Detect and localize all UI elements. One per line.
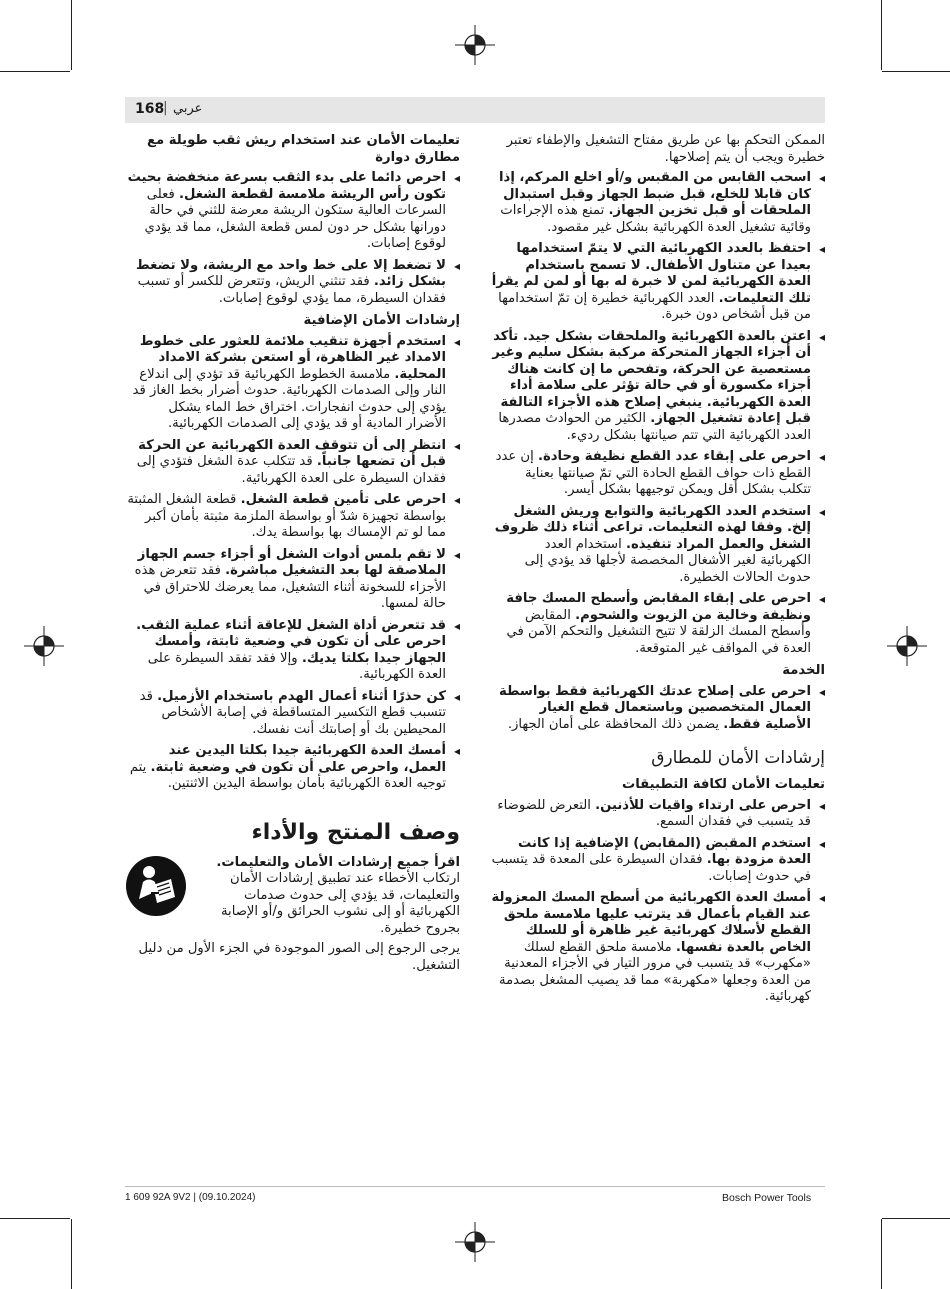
item-body-text: ملامسة ملحق القطع لسلك «مكهرب» قد يتسبب في مرور التيار في الأجزاء المعدنية من العدة وجعلها «مكهربة» مما قد يصيب المشغل بصدمة كهربائية. bbox=[499, 939, 811, 1004]
item-body-text: فقد تتعرض هذه الأجزاء للسخونة أثناء التشغيل، مما يعرضك للاحتراق في حالة لمسها. bbox=[134, 563, 446, 611]
crop-mark bbox=[71, 1219, 72, 1289]
document-id: 1 609 92A 9V2 | (09.10.2024) bbox=[125, 1192, 256, 1203]
header-separator: | bbox=[163, 100, 168, 116]
item-bold-text: اعتن بالعدة الكهربائية والملحقات بشكل جيد. تأكد أن أجزاء الجهاز المتحركة مركبة بشكل سليم وغير مستعصية عن الحركة، وتفحص ما إن كانت هناك أجزاء مكسورة أو في حالة تؤثر على سلامة أداء العدة الكهربائية. ينبغي إصلاح هذه الأجزاء التالفة قبل إعادة تشغيل الجهاز. bbox=[492, 328, 811, 426]
item-bold-text: قد تتعرض أداة الشغل للإعاقة أثناء عملية الثقب. احرص على أن تكون في وضعية ثابتة، وأمسك الجهاز جيدا بكلتا يديك. bbox=[136, 617, 446, 666]
crop-mark bbox=[0, 1218, 70, 1219]
list-item bbox=[125, 334, 460, 433]
item-bold-text: احرص على تأمين قطعة الشغل. bbox=[240, 492, 446, 507]
list-item bbox=[125, 170, 460, 253]
item-bold-text: لا تضغط إلا على خط واحد مع الريشة، ولا تضغط بشكل زائد. bbox=[136, 257, 446, 289]
item-bold-text: احتفظ بالعدد الكهربائية التي لا يتمّ استخدامها بعيدا عن متناول الأطفال. لا تسمح باستخدام العدة الكهربائية لمن لا خبرة له بها أو لمن لم يقرأ تلك التعليمات. bbox=[491, 241, 811, 306]
list-item bbox=[125, 547, 460, 613]
crop-mark bbox=[0, 71, 70, 72]
additional-safety-heading: إرشادات الأمان الإضافية bbox=[303, 313, 460, 328]
list-item bbox=[490, 591, 825, 657]
item-body-text: وإلا فقد تفقد السيطرة على العدة الكهربائية. bbox=[147, 650, 446, 682]
list-item bbox=[490, 836, 825, 886]
item-body-text: فعلى السرعات العالية ستكون الريشة معرضة للثني في حالة دورانها بشكل حر دون لمس قطعة الشغل، مما قد يؤدي لوقوع إصابات. bbox=[144, 186, 446, 251]
registration-mark-icon bbox=[887, 626, 927, 666]
item-body-text: الكثير من الحوادث مصدرها العدد الكهربائية التي تتم صيانتها بشكل رديء. bbox=[498, 411, 811, 443]
list-item bbox=[490, 241, 825, 324]
service-heading: الخدمة bbox=[782, 663, 825, 678]
brand-name: Bosch Power Tools bbox=[722, 1192, 812, 1204]
read-notice-text bbox=[197, 855, 460, 938]
item-body-text: ملامسة الخطوط الكهربائية قد تؤدي إلى اندلاع النار وإلى الصدمات الكهربائية. حدوث أضرار بخط الغاز قد يؤدي إلى حدوث انفجارات. اختراق خط الماء يشكل الأضرار المادية أو قد يؤدي إلى الصدمات الكهربائية. bbox=[132, 366, 446, 431]
all-applications-list bbox=[490, 798, 825, 1006]
read-notice-body: ارتكاب الأخطاء عند تطبيق إرشادات الأمان والتعليمات، قد يؤدي إلى حدوث صدمات الكهربائية أو إلى نشوب الحرائق و/أو الإصابة بجروح خطيرة. bbox=[220, 871, 460, 936]
item-bold-text: استخدم المقبض (المقابض) الإضافية إذا كانت العدة مزودة بها. bbox=[518, 835, 811, 867]
item-bold-text: انتظر إلى أن تتوقف العدة الكهربائية عن الحركة قبل أن تضعها جانباً. bbox=[138, 437, 446, 469]
all-applications-heading: تعليمات الأمان لكافة التطبيقات bbox=[621, 777, 825, 792]
item-bold-text: كن حذرًا أثناء أعمال الهدم باستخدام الأزميل. bbox=[157, 688, 446, 704]
right-column bbox=[490, 133, 825, 1011]
list-item bbox=[490, 504, 825, 587]
crop-mark bbox=[882, 1218, 950, 1219]
item-body-text: يتم توجيه العدة الكهربائية بأمان بواسطة اليدين الاثنتين. bbox=[129, 759, 446, 791]
list-item bbox=[125, 743, 460, 793]
figure-reference: يرجى الرجوع إلى الصور الموجودة في الجزء الأول من دليل التشغيل. bbox=[138, 941, 460, 973]
item-bold-text: احرص على إبقاء المقابض وأسطح المسك جافة ونظيفة وخالية من الزيوت والشحوم. bbox=[506, 591, 811, 623]
crop-mark bbox=[71, 0, 72, 70]
item-body-text: استخدام العدد الكهربائية لغير الأشغال المخصصة لأجلها قد يؤدي إلى حدوث الحالات الخطيرة. bbox=[524, 536, 811, 585]
item-body-text: العدد الكهربائية خطيرة إن تمّ استخدامها من قبل أشخاص دون خبرة. bbox=[498, 290, 811, 322]
item-bold-text: استخدم العدد الكهربائية والتوابع وريش الشغل إلخ. وفقا لهذه التعليمات. تراعى أثناء ذلك ظروف الشغل والعمل المراد تنفيذه. bbox=[494, 503, 811, 552]
list-item bbox=[490, 329, 825, 445]
read-notice-bold: اقرأ جميع إرشادات الأمان والتعليمات. bbox=[216, 854, 460, 870]
item-bold-text: احرص على ارتداء واقيات للأذنين. bbox=[595, 797, 811, 813]
list-item bbox=[125, 438, 460, 488]
list-item bbox=[125, 492, 460, 542]
item-bold-text: لا تقم بلمس أدوات الشغل أو أجزاء جسم الجهاز الملاصقة لها بعد التشغيل مباشرة. bbox=[137, 546, 446, 578]
item-bold-text: أمسك العدة الكهربائية جيدا بكلتا اليدين عند العمل، واحرص على أن تكون في وضعية ثابتة. bbox=[150, 743, 446, 775]
item-body-text: قطعة الشغل المثبتة بواسطة تجهيزة شدّ أو بواسطة الملزمة مثبتة بأمان أكبر مما لو تم الإمساك بها بواسطة يدك. bbox=[127, 492, 446, 540]
item-body-text: فقدان السيطرة على المعدة قد يتسبب في حدوث إصابات. bbox=[491, 852, 811, 884]
registration-mark-icon bbox=[455, 25, 495, 65]
item-bold-text: أمسك العدة الكهربائية من أسطح المسك المعزولة عند القيام بأعمال قد يترتب عليها ملامسة ملحق القطع لأسلاك كهربائية غير ظاهرة أو للسلك الخاص بالعدة نفسها. bbox=[491, 890, 811, 955]
item-body-text: التعرض للضوضاء قد يتسبب في فقدان السمع. bbox=[497, 797, 811, 829]
page-header bbox=[125, 97, 825, 123]
list-item bbox=[490, 684, 825, 734]
registration-mark-icon bbox=[24, 626, 64, 666]
crop-mark bbox=[881, 1219, 882, 1289]
item-body-text: يضمن ذلك المحافظة على أمان الجهاز. bbox=[507, 716, 724, 732]
crop-mark bbox=[881, 0, 882, 70]
list-item bbox=[125, 258, 460, 308]
list-item bbox=[490, 798, 825, 831]
registration-mark-icon bbox=[455, 1222, 495, 1262]
long-bits-list bbox=[125, 170, 460, 307]
item-body-text: قد تتكلب عدة الشغل فتؤدي إلى فقدان السيطرة على العدة الكهربائية. bbox=[136, 454, 446, 486]
left-column bbox=[125, 133, 460, 978]
item-body-text: المقابض وأسطح المسك الزلقة لا تتيح التشغيل والتحكم الآمن في العدة في المواقف غير المتوقعة. bbox=[506, 607, 811, 656]
service-list bbox=[490, 684, 825, 734]
footer-divider bbox=[125, 1186, 825, 1187]
hammer-safety-title: إرشادات الأمان للمطارق bbox=[651, 748, 825, 768]
item-body-text: تمنع هذه الإجراءات وقائية تشغيل العدة الكهربائية بشكل غير مقصود. bbox=[500, 203, 811, 235]
item-bold-text: اسحب القابس من المقبس و/أو اخلع المركم، إذا كان قابلا للخلع، قبل ضبط الجهاز وقبل استبدال الملحقات أو قبل تخزين الجهاز. bbox=[499, 170, 811, 218]
product-description-title: وصف المنتج والأداء bbox=[251, 819, 460, 845]
item-bold-text: احرص على إبقاء عدد القطع نظيفة وحادة. bbox=[537, 449, 811, 464]
language-label: عربي bbox=[173, 101, 203, 116]
additional-safety-list bbox=[125, 334, 460, 793]
list-item bbox=[125, 618, 460, 684]
intro-paragraph: الممكن التحكم بها عن طريق مفتاح التشغيل والإطفاء تعتبر خطيرة ويجب أن يتم إصلاحها. bbox=[506, 133, 825, 165]
list-item bbox=[490, 890, 825, 1006]
page-number: 168 bbox=[135, 101, 165, 117]
item-body-text: إن عدد القطع ذات حواف القطع الحادة التي تمّ صيانتها بعناية تتكلب بشكل أقل ويمكن توجيهها بشكل أيسر. bbox=[495, 449, 811, 497]
crop-mark bbox=[882, 71, 950, 72]
long-bits-heading: تعليمات الأمان عند استخدام ريش ثقب طويلة مع مطارق دوارة bbox=[146, 133, 460, 165]
read-manual-icon bbox=[125, 855, 187, 917]
list-item bbox=[125, 689, 460, 739]
item-bold-text: احرص على إصلاح عدتك الكهربائية فقط بواسطة العمال المتخصصين وباستعمال قطع الغيار الأصلية فقط. bbox=[499, 683, 811, 732]
general-safety-list bbox=[490, 170, 825, 657]
item-body-text: فقد تنثني الريش، وتتعرض للكسر أو تسبب فقدان السيطرة، مما يؤدي لوقوع إصابات. bbox=[137, 274, 446, 306]
list-item bbox=[490, 449, 825, 499]
read-instructions-notice bbox=[125, 855, 460, 938]
list-item bbox=[490, 170, 825, 236]
item-bold-text: استخدم أجهزة تنقيب ملائمة للعثور على خطوط الامداد غير الظاهرة، أو استعن بشركة الامداد المحلية. bbox=[139, 333, 446, 382]
item-bold-text: احرص دائما على بدء الثقب بسرعة منخفضة بحيث تكون رأس الريشة ملامسة لقطعة الشغل. bbox=[127, 170, 446, 202]
item-body-text: قد تتسبب قطع التكسير المتساقطة في إصابة الأشخاص المحيطين بك أو إصابتك أنت نفسك. bbox=[139, 688, 446, 737]
